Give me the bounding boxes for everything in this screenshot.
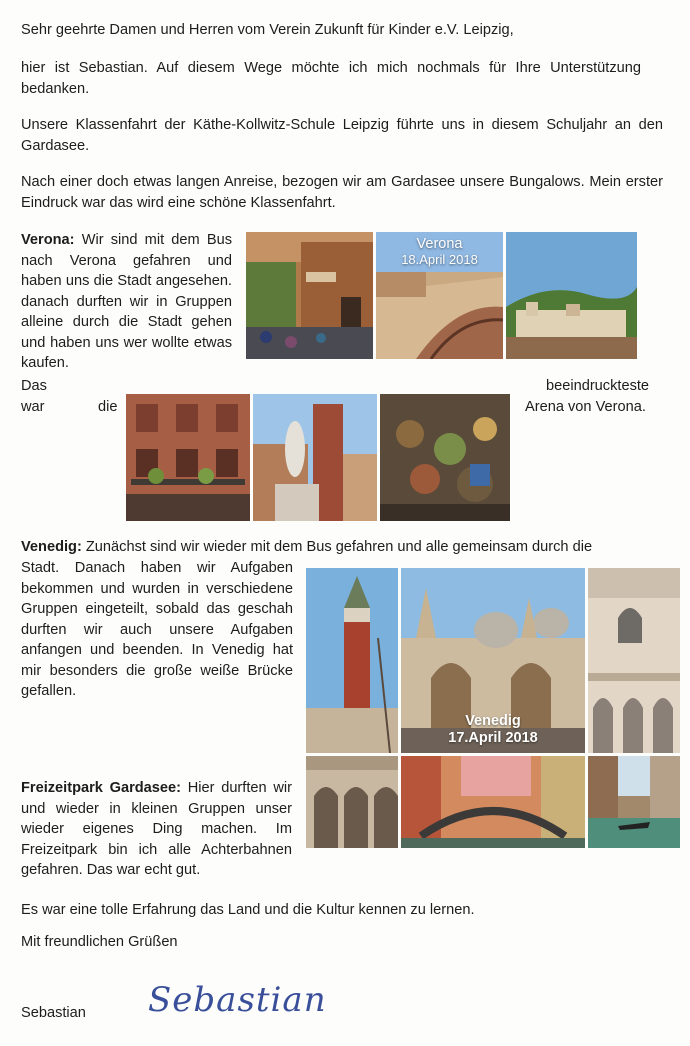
handwritten-signature: Sebastian: [148, 980, 327, 1020]
verona-line-a-left: Das: [21, 378, 47, 394]
verona-paragraph: [21, 230, 232, 374]
arrival-paragraph: Nach einer doch etwas langen Anreise, bezogen wir am Gardasee unsere Bungalows. Mein erster Eindruck war das wird eine schöne Klassenfahrt.: [21, 174, 663, 211]
venedig-photo-caption-place: Venedig: [465, 713, 521, 729]
freizeitpark-text: Hier durften wir und wieder in kleinen Gruppen unser wieder eigenes Ding machen. Im Freizeitpark bin ich alle Achterbahnen gefahren. Das war echt gut.: [21, 780, 292, 878]
verona-arena-photo: [376, 232, 503, 359]
verona-line-b-right: Arena von Verona.: [525, 399, 646, 415]
verona-heading: Verona:: [21, 232, 75, 248]
verona-balcony-photo: [246, 232, 373, 359]
venedig-arcade-photo: [306, 756, 398, 848]
venedig-basilica-photo: [401, 568, 585, 753]
venedig-heading: Venedig:: [21, 539, 82, 555]
venedig-canal-photo: [588, 756, 680, 848]
verona-text: Wir sind mit dem Bus nach Verona gefahren und haben uns die Stadt angesehen. danach durften wir in Gruppen alleine durch die Stadt gehen und haben uns wer wollte etwas kaufen.: [21, 232, 232, 371]
intro-paragraph: hier ist Sebastian. Auf diesem Wege möchte ich mich nochmals für Ihre Unterstützung bedanken.: [21, 60, 641, 97]
venedig-paragraph: Stadt. Danach haben wir Aufgaben bekommen und wurden in verschiedene Gruppen eingeteilt, sobald das geschah durften wir auch unsere Aufgaben anfangen und beenden. In Venedig hat mir besonders die große weiße Brücke gefallen.: [21, 560, 293, 699]
regards-line: Mit freundlichen Grüßen: [21, 934, 178, 950]
greeting: Sehr geehrte Damen und Herren vom Verein Zukunft für Kinder e.V. Leipzig,: [21, 22, 514, 38]
verona-market-photo: [380, 394, 510, 521]
verona-statue-photo: [253, 394, 377, 521]
verona-photo-caption-place: Verona: [416, 236, 463, 252]
sender-name: Sebastian: [21, 1005, 86, 1021]
venedig-palace-photo: [588, 568, 680, 753]
closing-paragraph: Es war eine tolle Erfahrung das Land und die Kultur kennen zu lernen.: [21, 902, 475, 918]
freizeitpark-heading: Freizeitpark Gardasee:: [21, 780, 182, 796]
verona-line-b-left: war: [21, 399, 45, 415]
venedig-photo-caption-date: 17.April 2018: [448, 730, 538, 746]
trip-paragraph: Unsere Klassenfahrt der Käthe-Kollwitz-Schule Leipzig führte uns in diesem Schuljahr an den Gardasee.: [21, 117, 663, 154]
venedig-campanile-photo: [306, 568, 398, 753]
venedig-bridge-photo: [401, 756, 585, 848]
verona-photo-caption-date: 18.April 2018: [401, 252, 478, 267]
verona-panorama-photo: [506, 232, 637, 359]
venedig-line1: Zunächst sind wir wieder mit dem Bus gefahren und alle gemeinsam durch die: [85, 539, 593, 555]
freizeitpark-paragraph: [21, 778, 292, 881]
verona-line-a-right: beeindruckteste: [546, 378, 650, 394]
verona-line-b-mid: die: [98, 399, 118, 415]
venedig-first-line: [21, 537, 671, 558]
verona-facade-photo: [126, 394, 250, 521]
